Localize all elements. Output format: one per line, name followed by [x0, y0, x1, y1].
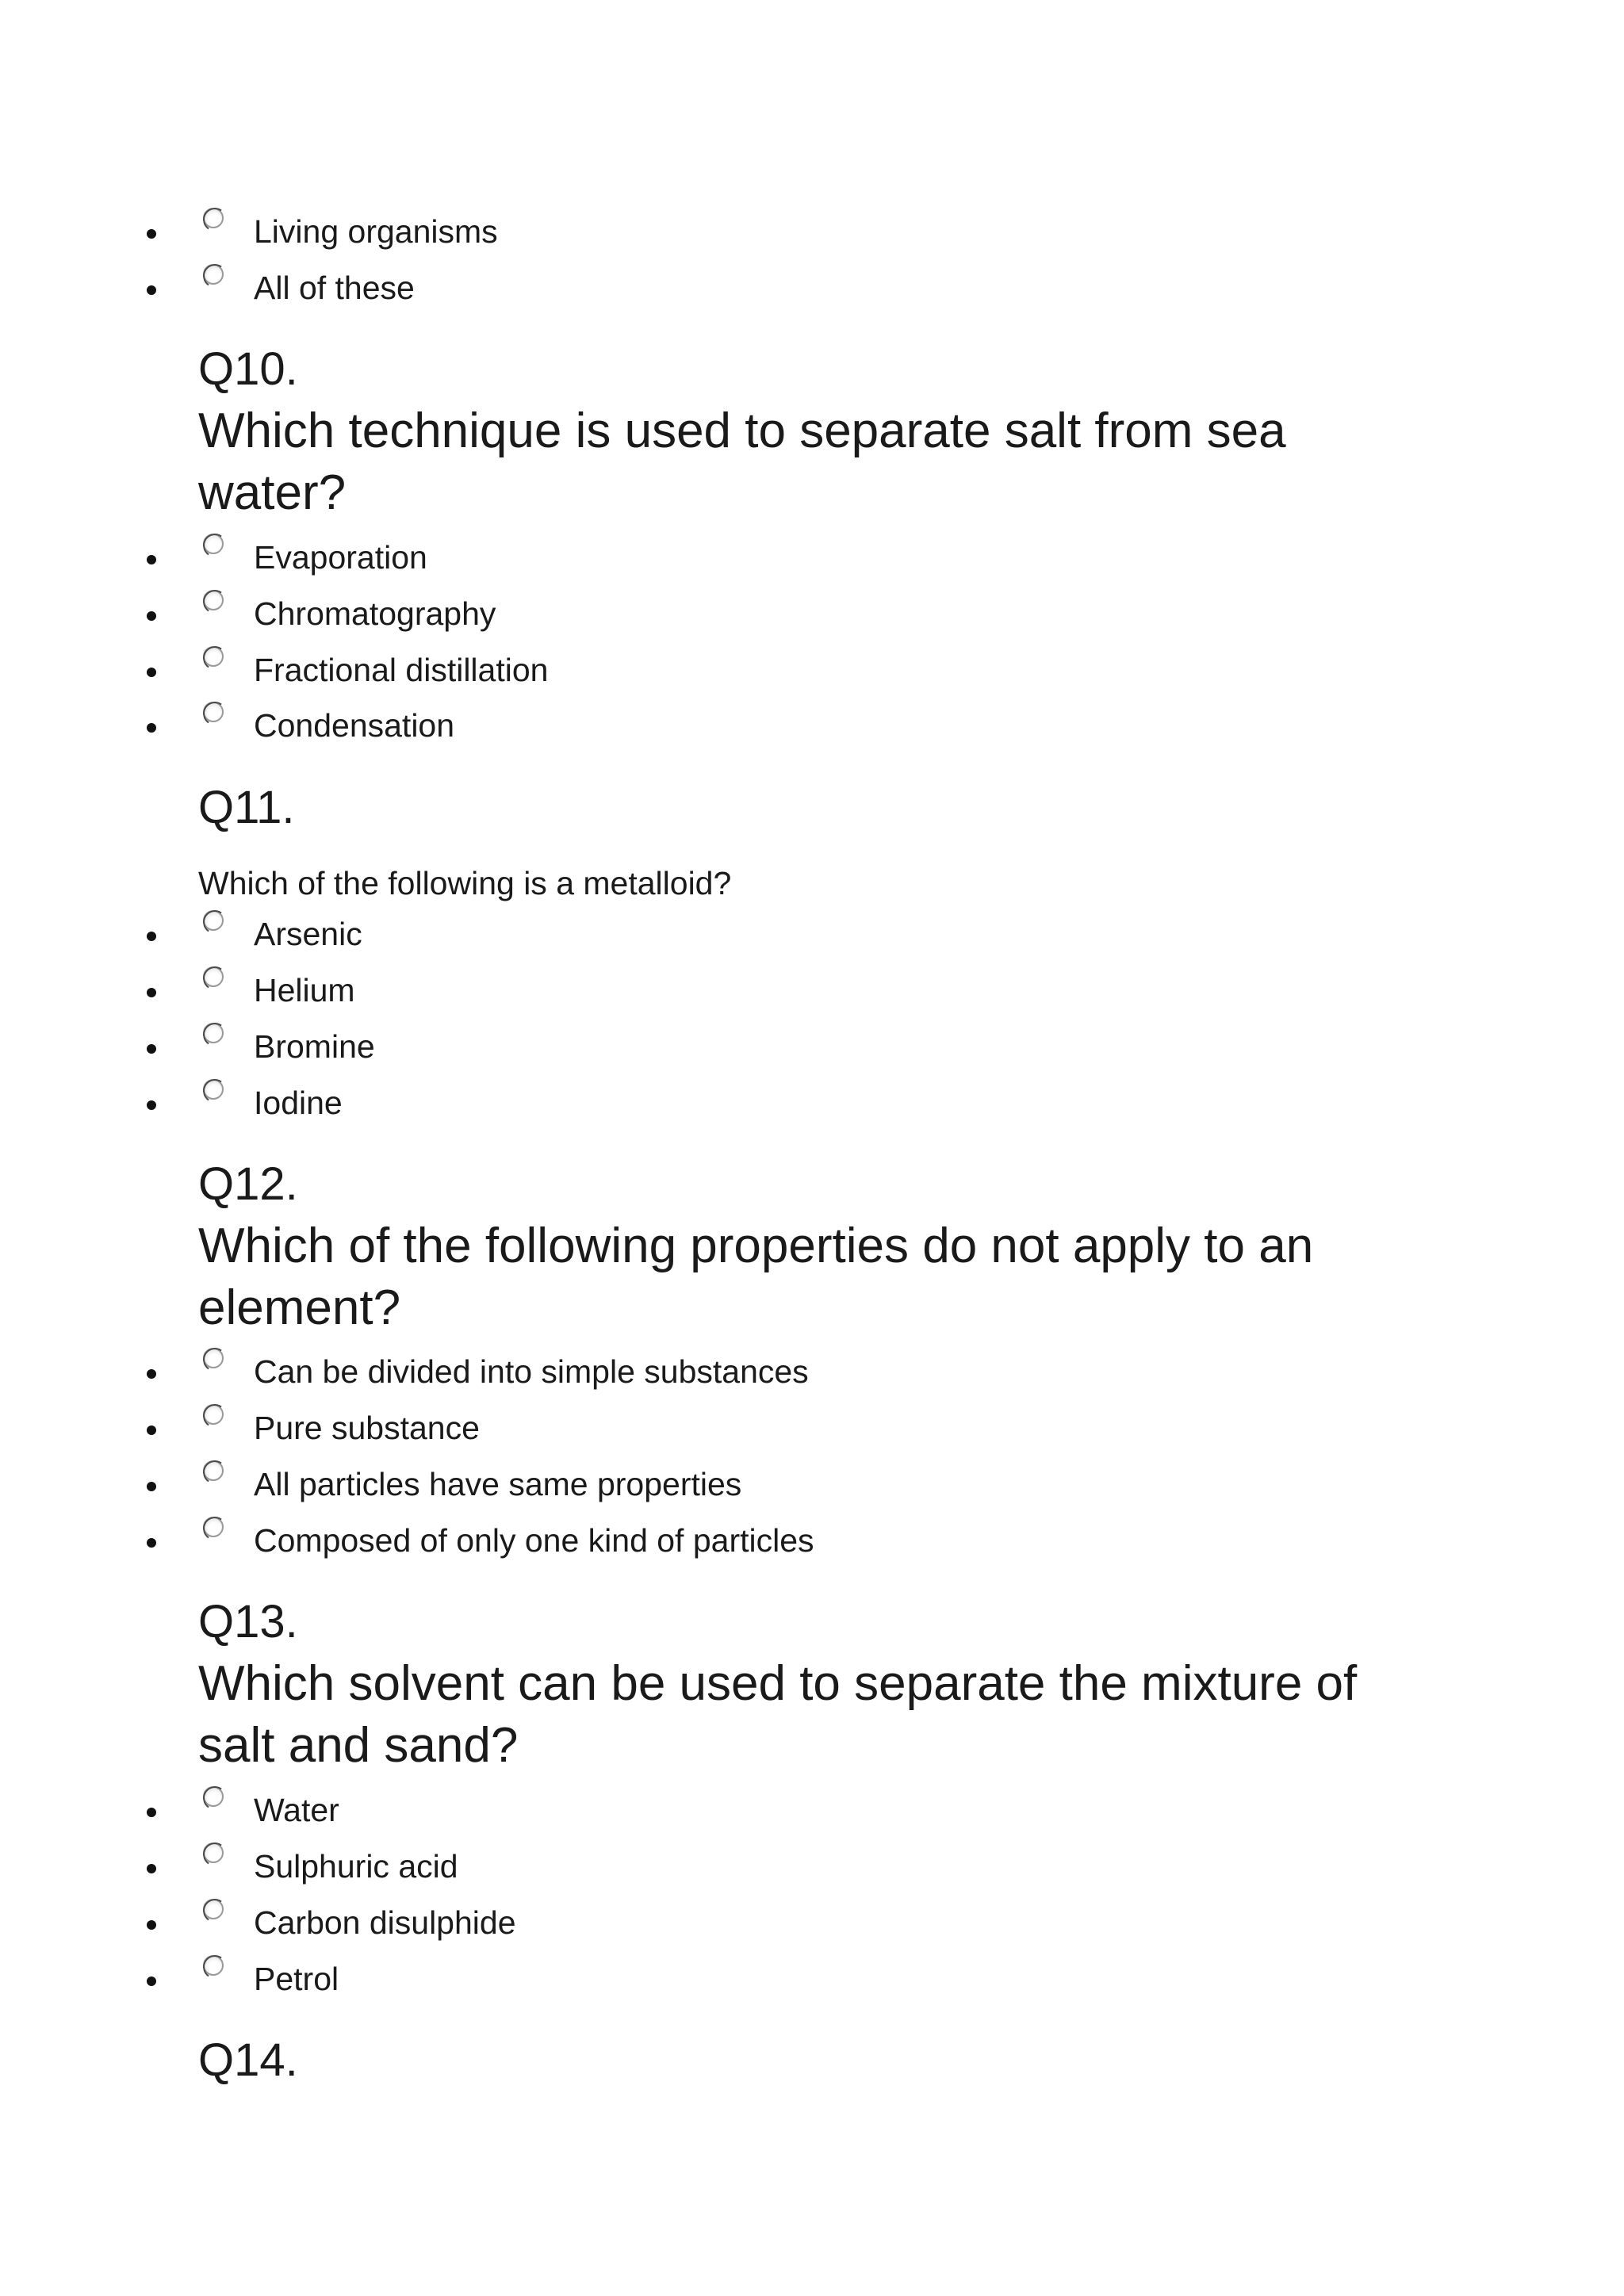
option-chromatography[interactable]	[0, 590, 1110, 637]
radio-button[interactable]	[203, 1843, 224, 1863]
question-text-q12: Which of the following properties do not apply to an element?	[198, 1219, 1314, 1335]
option-label: Evaporation	[254, 539, 427, 576]
question-number-q10: Q10.	[198, 343, 298, 395]
bullet	[147, 1100, 156, 1110]
bullet	[147, 1369, 156, 1379]
bullet	[147, 611, 156, 621]
option-label: All particles have same properties	[254, 1466, 742, 1502]
option-can-be-divided[interactable]	[0, 1348, 1110, 1395]
question-number-q13: Q13.	[198, 1596, 298, 1647]
option-bromine[interactable]	[0, 1023, 1110, 1070]
bullet	[147, 932, 156, 941]
radio-button[interactable]	[203, 1404, 224, 1425]
radio-button[interactable]	[203, 1023, 224, 1043]
bullet	[147, 1920, 156, 1930]
option-water[interactable]	[0, 1786, 1110, 1834]
option-label: Helium	[254, 972, 355, 1008]
option-label: All of these	[254, 270, 415, 306]
bullet	[147, 1976, 156, 1986]
option-label: Sulphuric acid	[254, 1848, 458, 1885]
option-label: Carbon disulphide	[254, 1904, 516, 1941]
radio-button[interactable]	[203, 1955, 224, 1976]
radio-button[interactable]	[203, 1079, 224, 1100]
option-living-organisms[interactable]	[0, 208, 1110, 255]
option-fractional-distillation[interactable]	[0, 646, 1110, 694]
bullet	[147, 1044, 156, 1054]
option-all-of-these[interactable]	[0, 264, 1110, 312]
option-pure-substance[interactable]	[0, 1404, 1110, 1452]
option-condensation[interactable]	[0, 702, 1110, 749]
bullet	[147, 1538, 156, 1548]
bullet	[147, 988, 156, 997]
bullet	[147, 285, 156, 295]
radio-button[interactable]	[203, 1348, 224, 1368]
bullet	[147, 1864, 156, 1873]
radio-button[interactable]	[203, 264, 224, 285]
radio-button[interactable]	[203, 910, 224, 931]
radio-button[interactable]	[203, 646, 224, 667]
bullet	[147, 1808, 156, 1817]
question-number-q12: Q12.	[198, 1158, 298, 1210]
radio-button[interactable]	[203, 1899, 224, 1919]
question-text-q10: Which technique is used to separate salt from sea water?	[198, 404, 1286, 520]
option-label: Bromine	[254, 1028, 375, 1065]
question-text-q11: Which of the following is a metalloid?	[198, 865, 732, 901]
option-one-kind-of-particles[interactable]	[0, 1517, 1110, 1564]
bullet	[147, 555, 156, 564]
bullet	[147, 668, 156, 677]
question-number-q11: Q11.	[198, 782, 295, 833]
option-label: Water	[254, 1792, 339, 1828]
option-label: Living organisms	[254, 213, 498, 250]
question-text-q13: Which solvent can be used to separate the mixture of salt and sand?	[198, 1656, 1358, 1773]
option-label: Composed of only one kind of particles	[254, 1522, 814, 1559]
option-label: Fractional distillation	[254, 652, 549, 688]
radio-button[interactable]	[203, 702, 224, 722]
option-label: Can be divided into simple substances	[254, 1353, 809, 1390]
radio-button[interactable]	[203, 966, 224, 987]
bullet	[147, 229, 156, 239]
option-carbon-disulphide[interactable]	[0, 1899, 1110, 1946]
bullet	[147, 1425, 156, 1435]
option-label: Pure substance	[254, 1410, 480, 1446]
radio-button[interactable]	[203, 1517, 224, 1537]
option-label: Chromatography	[254, 595, 496, 632]
radio-button[interactable]	[203, 1786, 224, 1807]
option-evaporation[interactable]	[0, 534, 1110, 581]
option-label: Condensation	[254, 707, 455, 744]
option-label: Petrol	[254, 1961, 339, 1997]
question-number-q14: Q14.	[198, 2034, 298, 2086]
radio-button[interactable]	[203, 1460, 224, 1481]
option-petrol[interactable]	[0, 1955, 1110, 2003]
radio-button[interactable]	[203, 590, 224, 610]
bullet	[147, 1482, 156, 1491]
option-iodine[interactable]	[0, 1079, 1110, 1127]
option-arsenic[interactable]	[0, 910, 1110, 958]
option-sulphuric-acid[interactable]	[0, 1843, 1110, 1890]
radio-button[interactable]	[203, 534, 224, 554]
option-label: Arsenic	[254, 916, 362, 952]
bullet	[147, 723, 156, 733]
option-label: Iodine	[254, 1085, 343, 1121]
option-helium[interactable]	[0, 966, 1110, 1014]
option-same-properties[interactable]	[0, 1460, 1110, 1508]
radio-button[interactable]	[203, 208, 224, 228]
